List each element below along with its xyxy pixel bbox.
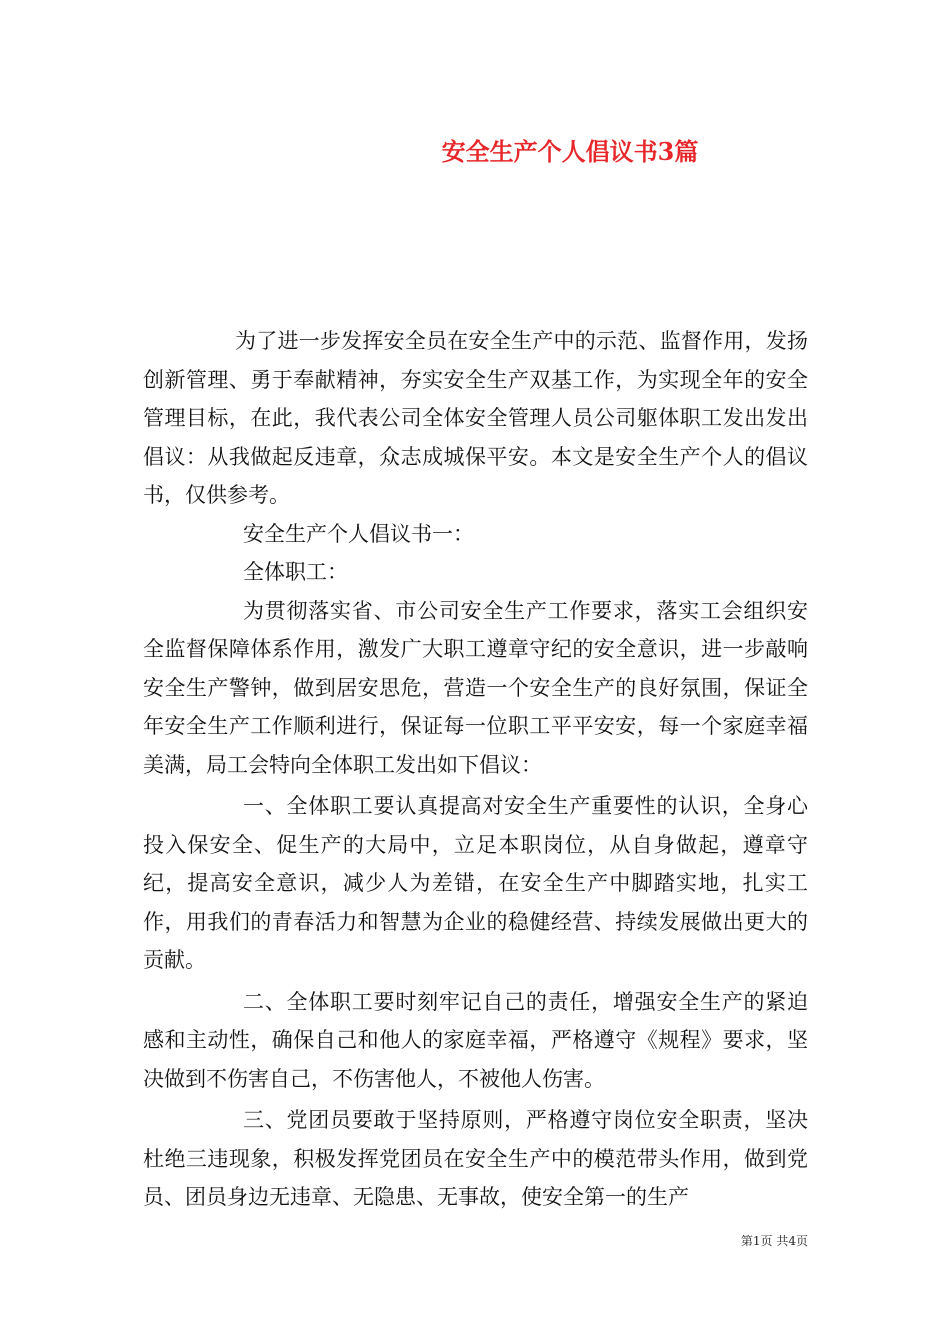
- document-title: 安全生产个人倡议书3篇: [441, 137, 699, 166]
- body-paragraph: 为贯彻落实省、市公司安全生产工作要求，落实工会组织安全监督保障体系作用，激发广大职工遵章守纪的安全意识，进一步敲响安全生产警钟，做到居安思危，营造一个安全生产的良好氛围，保证全年安全生产工作顺利进行，保证每一位职工平平安安，每一个家庭幸福美满，局工会特向全体职工发出如下倡议：: [143, 598, 808, 777]
- point-two-paragraph: 二、全体职工要时刻牢记自己的责任，增强安全生产的紧迫感和主动性，确保自己和他人的家庭幸福，严格遵守《规程》要求，坚决做到不伤害自己，不伤害他人，不被他人伤害。: [143, 989, 808, 1091]
- intro-paragraph: 为了进一步发挥安全员在安全生产中的示范、监督作用，发扬创新管理、勇于奉献精神，夯实安全生产双基工作，为实现全年的安全管理目标，在此，我代表公司全体安全管理人员公司躯体职工发出发出倡议：从我做起反违章，众志成城保平安。本文是安全生产个人的倡议书，仅供参考。: [143, 329, 808, 507]
- point-three-paragraph: 三、党团员要敢于坚持原则，严格遵守岗位安全职责，坚决杜绝三违现象，积极发挥党团员在安全生产中的模范带头作用，做到党员、团员身边无违章、无隐患、无事故，使安全第一的生产: [143, 1108, 808, 1209]
- section-heading: 安全生产个人倡议书一：: [243, 521, 474, 546]
- salutation: 全体职工：: [243, 560, 348, 584]
- point-one-paragraph: 一、全体职工要认真提高对安全生产重要性的认识，全身心投入保安全、促生产的大局中，立足本职岗位，从自身做起，遵章守纪，提高安全意识，减少人为差错，在安全生产中脚踏实地，扎实工作，用我们的青春活力和智慧为企业的稳健经营、持续发展做出更大的贡献。: [143, 794, 808, 972]
- document-body: [143, 322, 808, 1217]
- page-number: 第1页 共4页: [740, 1234, 808, 1248]
